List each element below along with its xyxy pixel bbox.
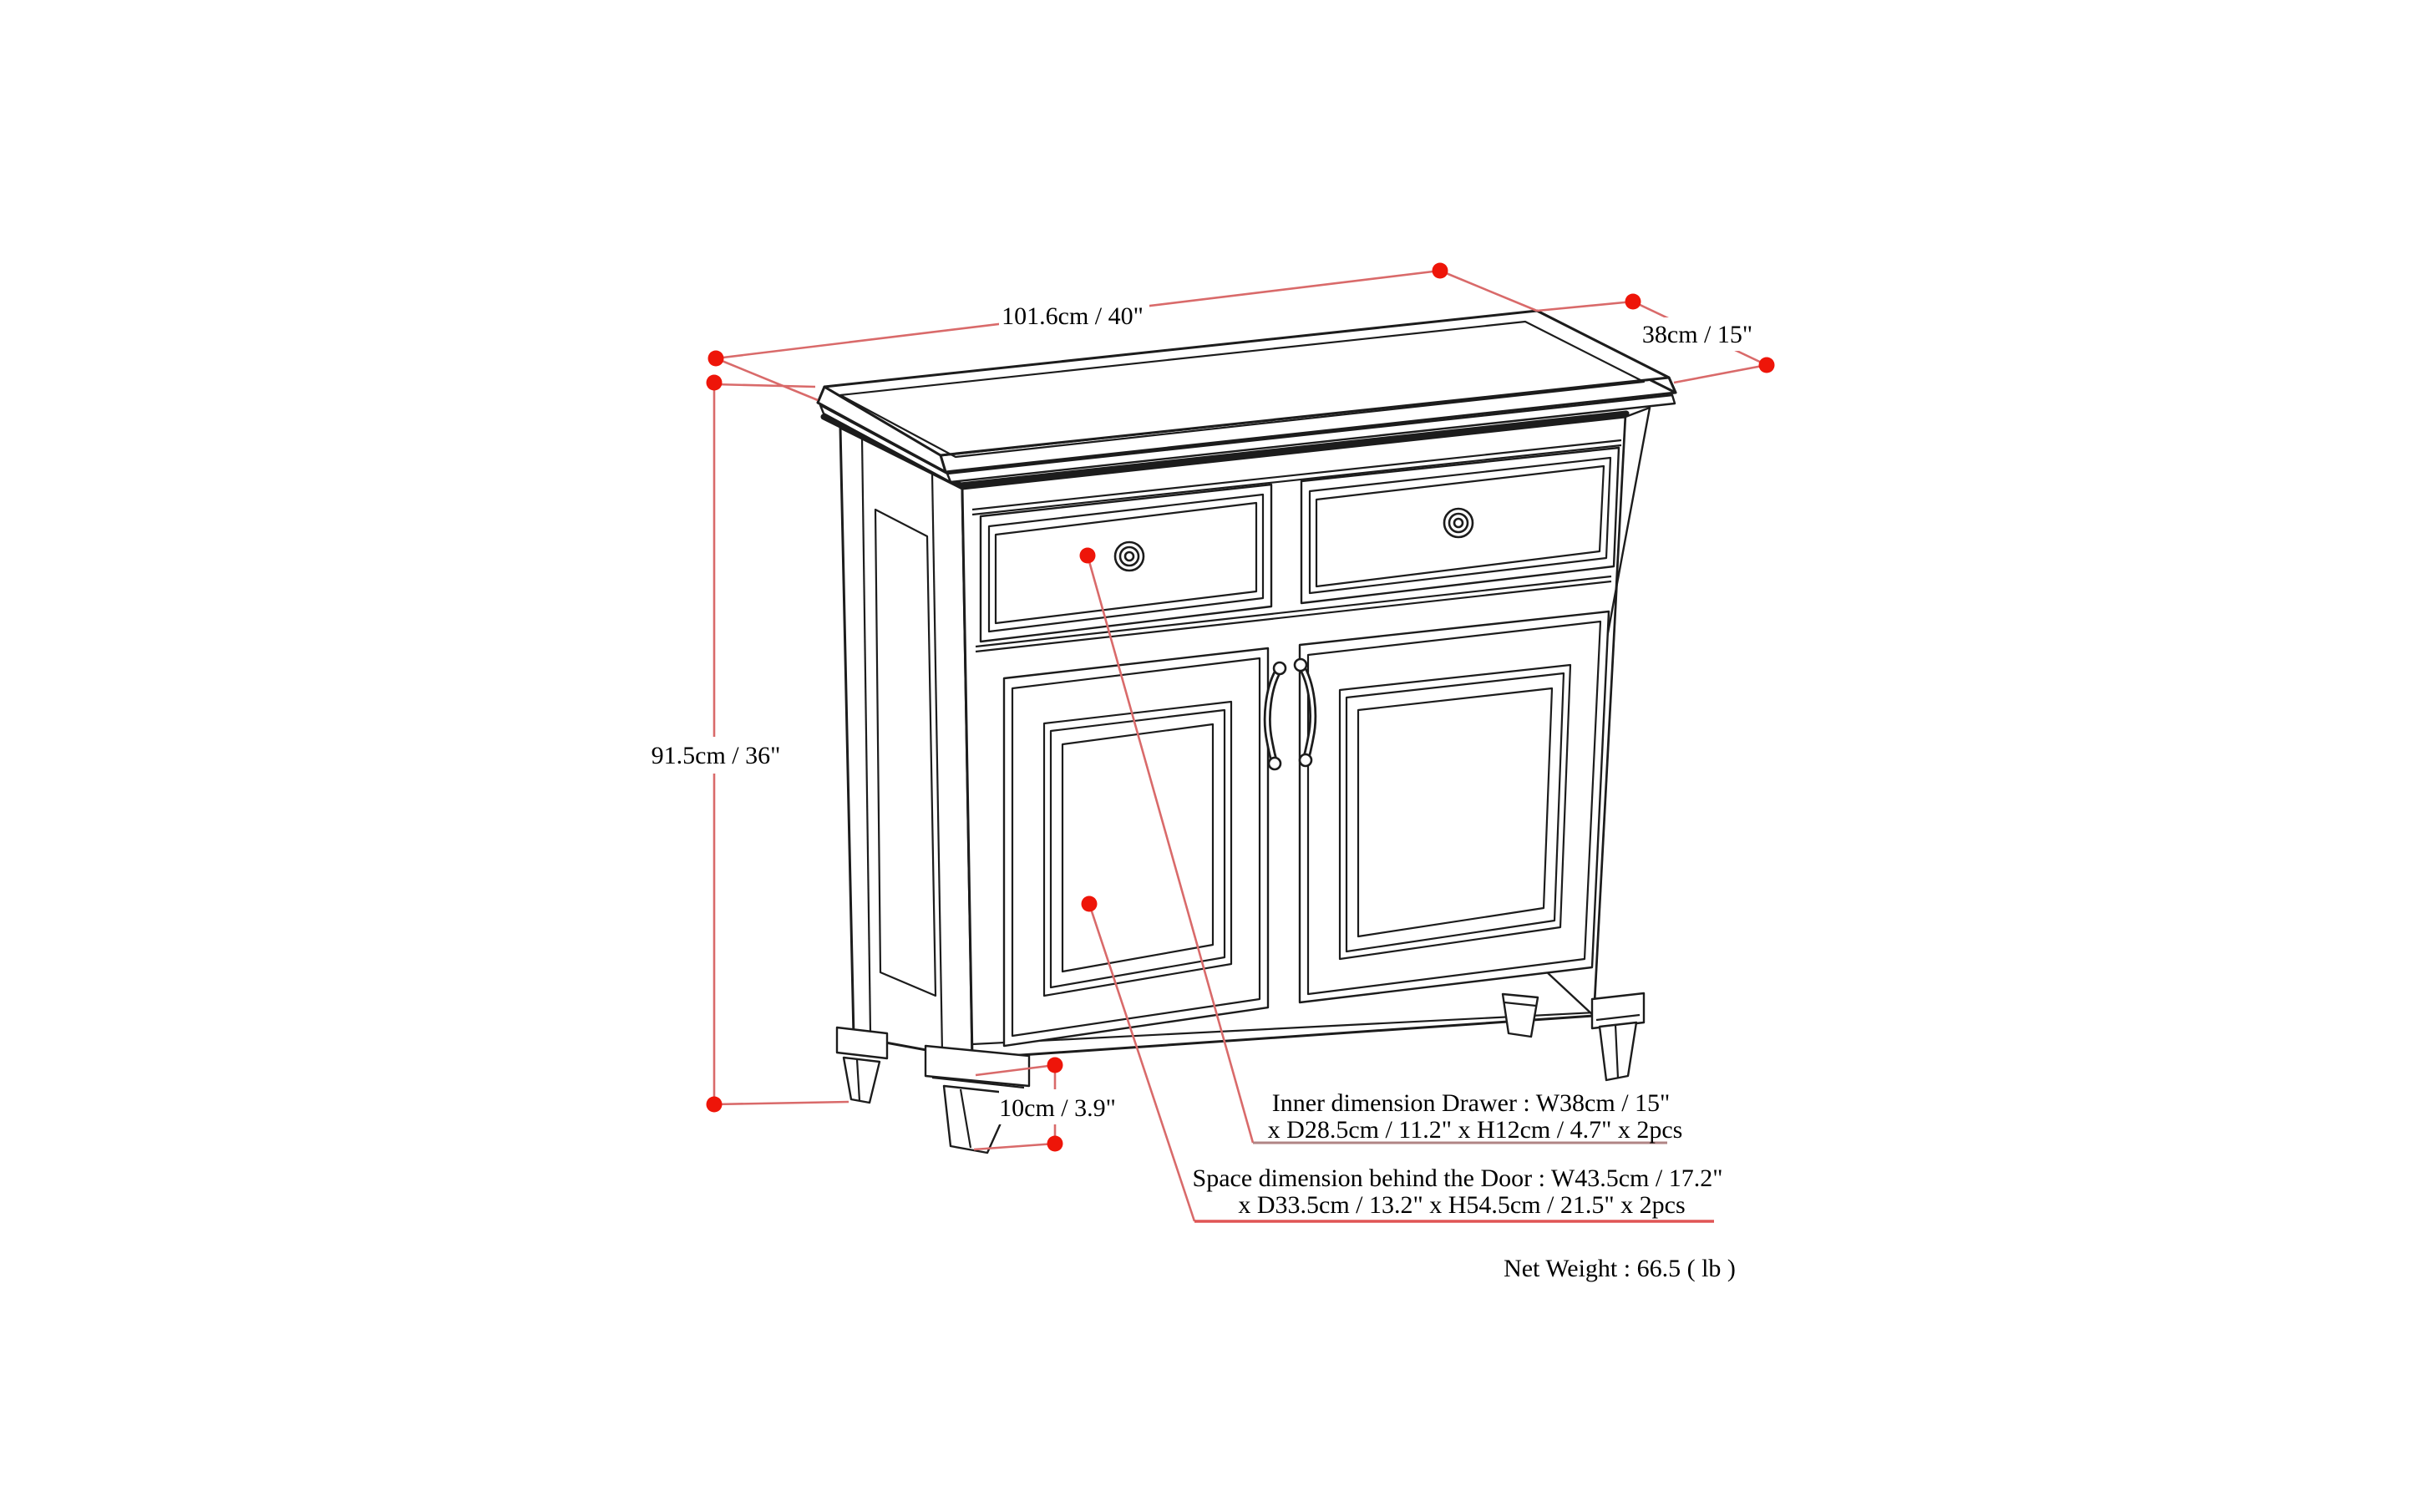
door-left — [1004, 648, 1268, 1046]
door-right — [1300, 611, 1609, 1002]
dot-leg-top — [1047, 1058, 1063, 1073]
height-dimension-label: 91.5cm / 36" — [651, 742, 781, 769]
cabinet-drawing — [818, 311, 1676, 1153]
width-dimension-label: 101.6cm / 40" — [1002, 302, 1144, 330]
dot-drawer — [1080, 548, 1096, 564]
drawer-note-line1: Inner dimension Drawer : W38cm / 15" — [1271, 1089, 1671, 1117]
drawer-right-knob — [1444, 509, 1473, 537]
depth-dimension-label: 38cm / 15" — [1641, 321, 1753, 348]
leg-front-right — [1592, 993, 1644, 1080]
net-weight-label: Net Weight : 66.5 ( lb ) — [1504, 1255, 1736, 1282]
dot-depth-back — [1625, 294, 1641, 310]
drawer-inner-dimension-note — [1268, 1089, 1683, 1144]
dot-leg-bottom — [1047, 1136, 1063, 1152]
dot-depth-front — [1759, 358, 1775, 373]
door-space-dimension-note — [1193, 1164, 1723, 1219]
door-note-line1: Space dimension behind the Door : W43.5cm / 17.2" — [1192, 1164, 1723, 1192]
dot-width-right — [1433, 263, 1448, 279]
leg-height-dimension-label: 10cm / 3.9" — [999, 1094, 1116, 1122]
leg-back-right — [1503, 994, 1538, 1037]
dot-height-bottom — [707, 1097, 723, 1113]
dot-width-left — [708, 351, 724, 367]
dot-door — [1082, 896, 1098, 912]
drawer-note-line2: x D28.5cm / 11.2" x H12cm / 4.7" x 2pcs — [1267, 1116, 1683, 1144]
cabinet-left-side — [840, 428, 972, 1058]
drawer-left-knob — [1115, 542, 1144, 571]
leg-back-left — [837, 1027, 887, 1103]
dot-height-top — [707, 375, 723, 391]
door-note-line2: x D33.5cm / 13.2" x H54.5cm / 21.5" x 2pcs — [1238, 1191, 1686, 1219]
